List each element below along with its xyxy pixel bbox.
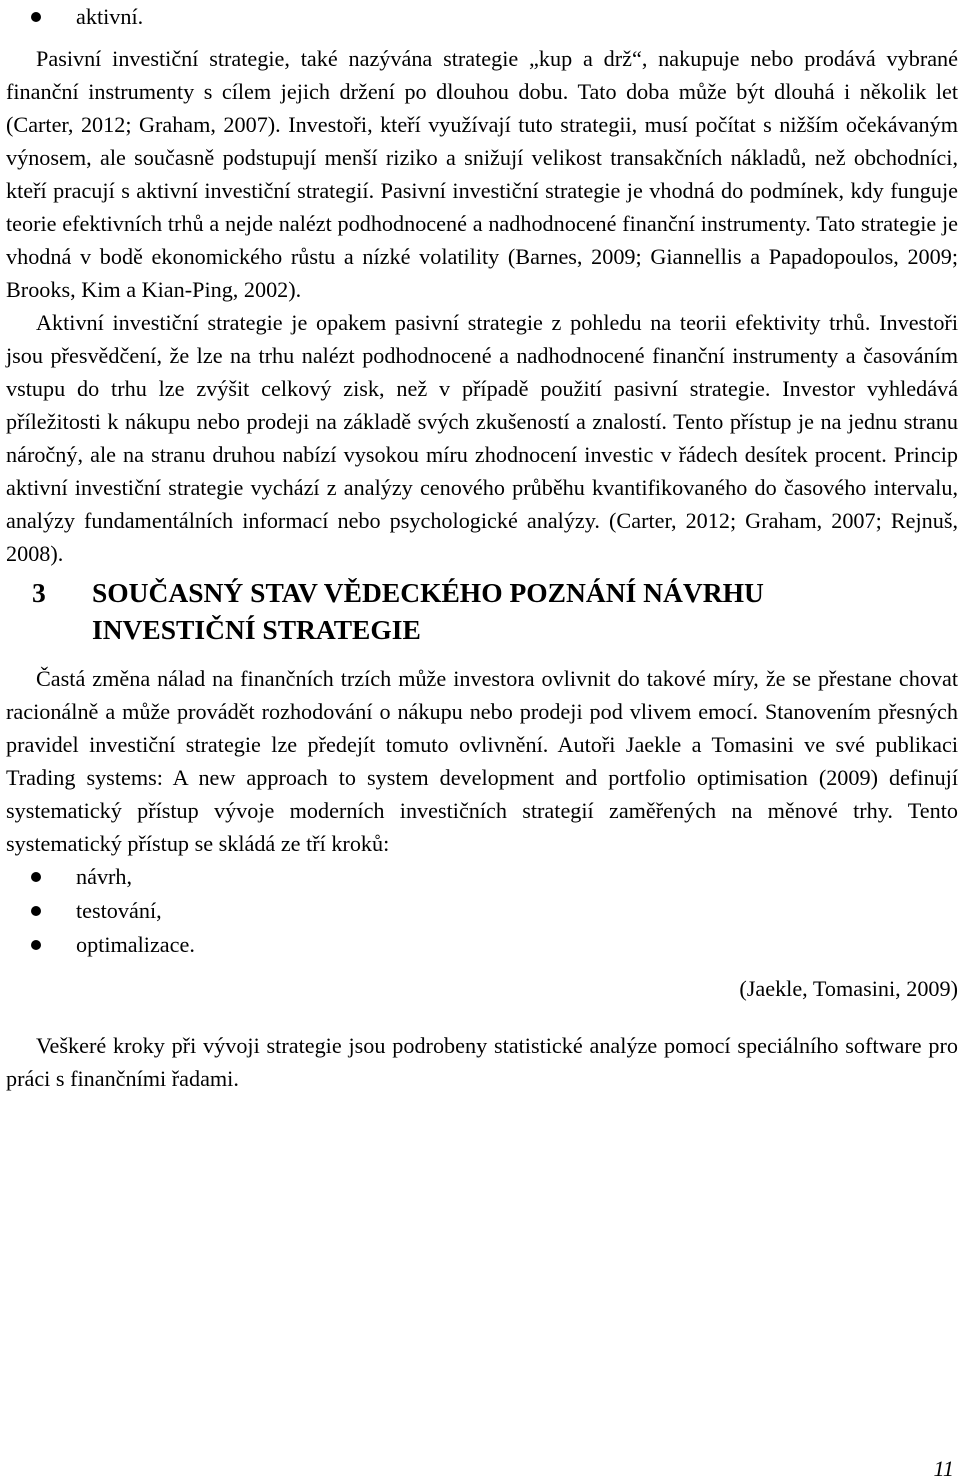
paragraph-active-strategy: Aktivní investiční strategie je opakem pasivní strategie z pohledu na teorii efektivity trhů. Investoři jsou přesvědčení, že lze na trhu nalézt podhodnocené a nadhodnocené finanční instrumenty a časováním vstupu do trhu lze zvýšit celkový zisk, než v případě použití pasivní strategie. Investor vyhledává příležitosti k nákupu nebo prodeji na základě svých zkušeností a znalostí. Tento přístup je na jednu stranu náročný, ale na stranu druhou nabízí vysokou míru zhodnocení investic v řádech desítek procent. Princip aktivní investiční strategie vychází z analýzy cenového průběhu kvantifikovaného do časového intervalu, analýzy fundamentálních informací nebo psychologické analýzy. (Carter, 2012; Graham, 2007; Rejnuš, 2008). <box>6 310 958 566</box>
list-item <box>6 0 958 34</box>
document-page <box>6 0 958 1095</box>
bullet-icon <box>31 12 41 22</box>
paragraph-statistical-analysis: Veškeré kroky při vývoji strategie jsou podrobeny statistické analýze pomocí speciálního software pro práci s finančními řadami. <box>6 1033 958 1091</box>
list-item-text: optimalizace. <box>76 932 195 957</box>
bullet-icon <box>31 906 41 916</box>
list-item <box>6 860 958 894</box>
section-title-line-1: SOUČASNÝ STAV VĚDECKÉHO POZNÁNÍ NÁVRHU <box>92 577 764 608</box>
section-title-line-2: INVESTIČNÍ STRATEGIE <box>92 614 421 645</box>
list-item-text: testování, <box>76 898 162 923</box>
section-number: 3 <box>32 577 46 608</box>
bullet-icon <box>31 940 41 950</box>
bullet-list-strategies <box>6 0 958 34</box>
list-item <box>6 928 958 962</box>
page-number: 11 <box>933 1456 954 1481</box>
list-item <box>6 894 958 928</box>
section-heading <box>6 574 958 648</box>
bullet-list-steps <box>6 860 958 962</box>
list-item-text: návrh, <box>76 864 133 889</box>
paragraph-passive-strategy: Pasivní investiční strategie, také nazývána strategie „kup a drž“, nakupuje nebo prodává vybrané finanční instrumenty s cílem jejich držení po dlouhou dobu. Tato doba může být dlouhá i několik let (Carter, 2012; Graham, 2007). Investoři, kteří využívají tuto strategii, musí počítat s nižším očekávaným výnosem, ale současně podstupují menší riziko a snižují velikost transakčních nákladů, než obchodníci, kteří pracují s aktivní investiční strategií. Pasivní investiční strategie je vhodná do podmínek, kdy funguje teorie efektivních trhů a nejde nalézt podhodnocené a nadhodnocené finanční instrumenty. Tato strategie je vhodná v bodě ekonomického růstu a nízké volatility (Barnes, 2009; Giannellis a Papadopoulos, 2009; Brooks, Kim a Kian-Ping, 2002). <box>6 46 958 302</box>
bullet-icon <box>31 872 41 882</box>
citation: (Jaekle, Tomasini, 2009) <box>739 976 958 1001</box>
paragraph-systematic-approach: Častá změna nálad na finančních trzích může investora ovlivnit do takové míry, že se přestane chovat racionálně a může provádět rozhodování o nákupu nebo prodeji pod vlivem emocí. Stanovením přesných pravidel investiční strategie lze předejít tomuto ovlivnění. Autoři Jaekle a Tomasini ve své publikaci Trading systems: A new approach to system development and portfolio optimisation (2009) definují systematický přístup vývoje moderních investičních strategií zaměřených na měnové trhy. Tento systematický přístup se skládá ze tří kroků: <box>6 666 958 856</box>
list-item-text: aktivní. <box>76 4 144 29</box>
